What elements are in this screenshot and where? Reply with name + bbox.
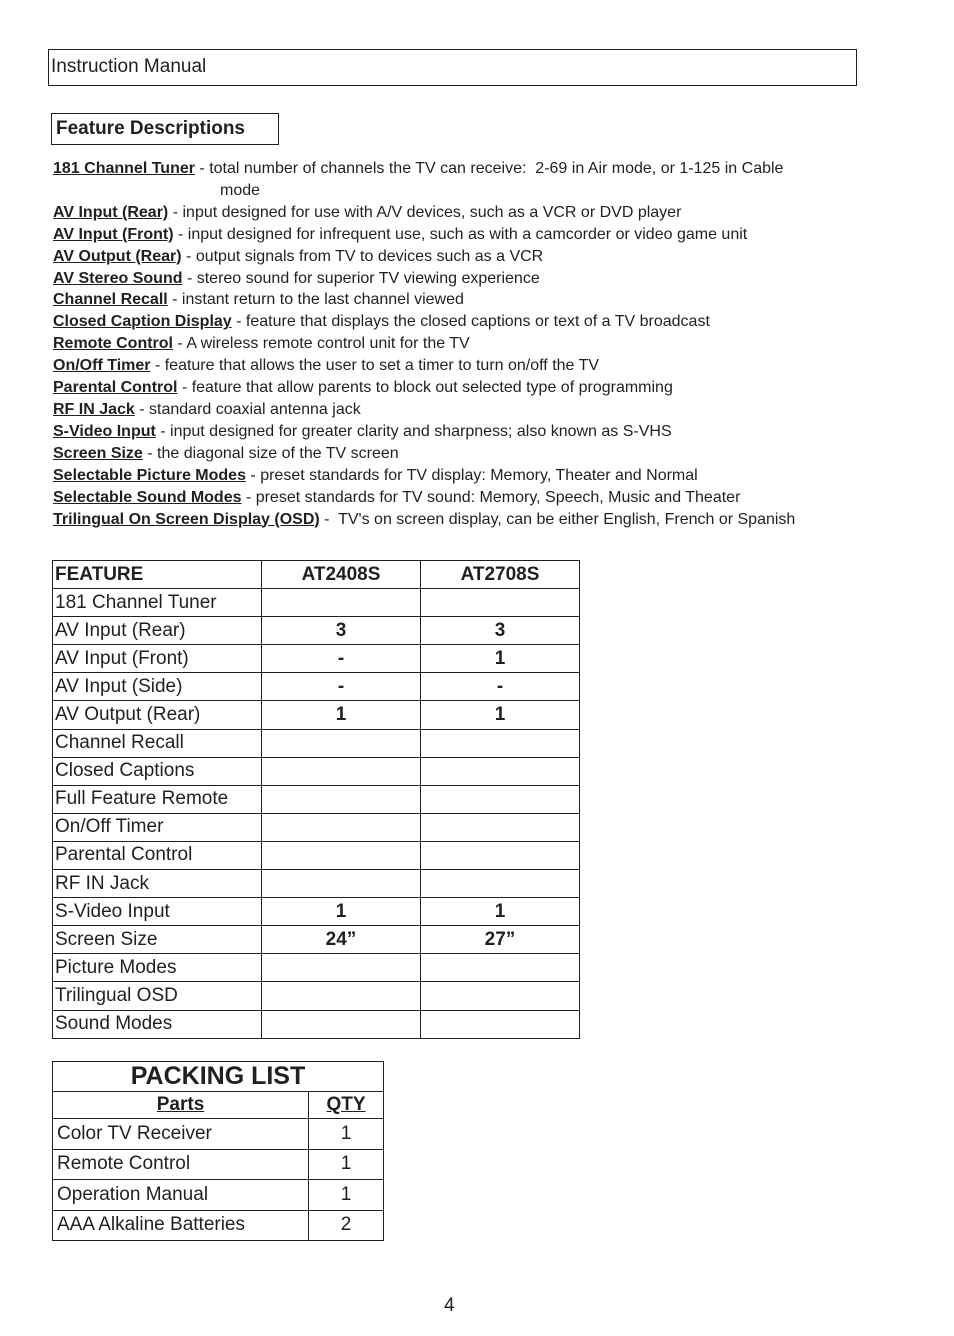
feature-item <box>53 443 853 465</box>
model-value-cell: 1 <box>421 701 580 729</box>
column-header: AT2408S <box>262 561 421 589</box>
table-header-row <box>53 561 580 589</box>
part-qty: 1 <box>309 1119 384 1150</box>
feature-term: Selectable Sound Modes <box>53 488 242 506</box>
feature-description: - feature that allow parents to block out selected type of programming <box>177 379 673 397</box>
feature-term: Trilingual On Screen Display (OSD) <box>53 510 320 528</box>
feature-term: Remote Control <box>53 335 173 353</box>
packing-list-title: PACKING LIST <box>53 1062 384 1092</box>
feature-item <box>53 202 853 224</box>
feature-item <box>53 333 853 355</box>
feature-name-cell: Full Feature Remote <box>53 785 262 813</box>
table-row <box>53 673 580 701</box>
model-value-cell: 3 <box>421 617 580 645</box>
packing-list-table <box>52 1061 384 1241</box>
packing-row <box>53 1149 384 1180</box>
feature-item <box>53 377 853 399</box>
feature-description: - preset standards for TV display: Memory, Theater and Normal <box>245 466 698 484</box>
feature-item <box>53 355 853 377</box>
table-row <box>53 954 580 982</box>
model-value-cell <box>262 785 421 813</box>
feature-name-cell: AV Input (Rear) <box>53 617 262 645</box>
feature-description: - instant return to the last channel viewed <box>167 291 464 309</box>
model-value-cell <box>421 1010 580 1038</box>
table-row <box>53 701 580 729</box>
part-name: Operation Manual <box>53 1180 309 1211</box>
parts-column-header: Parts <box>53 1092 309 1119</box>
feature-description: - input designed for greater clarity and sharpness; also known as S-VHS <box>155 422 672 440</box>
feature-description: - input designed for infrequent use, such as with a camcorder or video game unit <box>173 225 748 243</box>
model-value-cell: - <box>262 645 421 673</box>
feature-description: - standard coaxial antenna jack <box>134 400 361 418</box>
model-value-cell <box>262 813 421 841</box>
feature-description: - total number of channels the TV can receive: 2-69 in Air mode, or 1-125 in Cable <box>194 160 784 177</box>
qty-column-header: QTY <box>309 1092 384 1119</box>
column-header: FEATURE <box>53 561 262 589</box>
model-value-cell <box>262 982 421 1010</box>
model-value-cell <box>421 982 580 1010</box>
feature-item <box>53 289 853 311</box>
feature-name-cell: RF IN Jack <box>53 870 262 898</box>
table-row <box>53 982 580 1010</box>
feature-description: - the diagonal size of the TV screen <box>142 444 399 462</box>
feature-term: S-Video Input <box>53 422 156 440</box>
table-row <box>53 1010 580 1038</box>
feature-item <box>53 311 853 333</box>
model-value-cell: 1 <box>421 898 580 926</box>
table-row <box>53 589 580 617</box>
model-value-cell <box>262 757 421 785</box>
model-value-cell <box>262 729 421 757</box>
table-row <box>53 841 580 869</box>
model-value-cell: 24” <box>262 926 421 954</box>
feature-name-cell: Parental Control <box>53 841 262 869</box>
feature-item <box>53 399 853 421</box>
model-value-cell <box>262 1010 421 1038</box>
table-row <box>53 898 580 926</box>
feature-term: RF IN Jack <box>53 400 135 418</box>
table-row <box>53 645 580 673</box>
feature-term: Parental Control <box>53 379 178 397</box>
feature-description: - feature that displays the closed captions or text of a TV broadcast <box>231 313 710 331</box>
feature-item <box>53 268 853 290</box>
part-name: Color TV Receiver <box>53 1119 309 1150</box>
column-header: AT2708S <box>421 561 580 589</box>
model-value-cell <box>262 841 421 869</box>
feature-descriptions <box>53 158 853 530</box>
feature-term: 181 Channel Tuner <box>53 160 195 177</box>
packing-title-row <box>53 1062 384 1092</box>
table-row <box>53 870 580 898</box>
feature-term: AV Input (Rear) <box>53 203 169 221</box>
feature-term: On/Off Timer <box>53 357 151 375</box>
feature-name-cell: Screen Size <box>53 926 262 954</box>
feature-description: - feature that allows the user to set a timer to turn on/off the TV <box>150 357 600 375</box>
feature-item <box>53 509 853 531</box>
feature-description: - preset standards for TV sound: Memory, Speech, Music and Theater <box>241 488 741 506</box>
feature-description: - input designed for use with A/V devices, such as a VCR or DVD player <box>168 203 682 221</box>
feature-term: AV Output (Rear) <box>53 247 182 265</box>
feature-name-cell: Sound Modes <box>53 1010 262 1038</box>
feature-term: Selectable Picture Modes <box>53 466 246 484</box>
part-qty: 2 <box>309 1210 384 1241</box>
part-name: AAA Alkaline Batteries <box>53 1210 309 1241</box>
model-value-cell <box>421 757 580 785</box>
feature-item <box>53 465 853 487</box>
section-title-box <box>51 113 279 145</box>
feature-name-cell: AV Output (Rear) <box>53 701 262 729</box>
table-row <box>53 813 580 841</box>
model-value-cell <box>421 954 580 982</box>
feature-name-cell: 181 Channel Tuner <box>53 589 262 617</box>
feature-term: Channel Recall <box>53 291 168 309</box>
part-name: Remote Control <box>53 1149 309 1180</box>
table-row <box>53 617 580 645</box>
table-row <box>53 757 580 785</box>
model-value-cell <box>262 870 421 898</box>
model-value-cell: - <box>262 673 421 701</box>
model-value-cell: 3 <box>262 617 421 645</box>
feature-name-cell: S-Video Input <box>53 898 262 926</box>
feature-description-continued: mode <box>220 181 261 199</box>
feature-name-cell: Closed Captions <box>53 757 262 785</box>
feature-description: - stereo sound for superior TV viewing experience <box>182 269 540 287</box>
model-value-cell: 1 <box>262 898 421 926</box>
feature-description: - TV's on screen display, can be either English, French or Spanish <box>319 510 796 528</box>
section-title: Feature Descriptions <box>56 118 245 139</box>
table-row <box>53 926 580 954</box>
table-row <box>53 729 580 757</box>
model-value-cell: 1 <box>421 645 580 673</box>
model-value-cell <box>421 813 580 841</box>
model-value-cell <box>262 589 421 617</box>
feature-name-cell: Picture Modes <box>53 954 262 982</box>
part-qty: 1 <box>309 1149 384 1180</box>
model-value-cell: 27” <box>421 926 580 954</box>
table-row <box>53 785 580 813</box>
feature-table <box>52 560 580 1039</box>
feature-name-cell: AV Input (Side) <box>53 673 262 701</box>
feature-item <box>53 224 853 246</box>
feature-term: Screen Size <box>53 444 143 462</box>
part-qty: 1 <box>309 1180 384 1211</box>
feature-item <box>53 158 853 180</box>
model-value-cell: - <box>421 673 580 701</box>
page-header <box>48 49 857 86</box>
feature-item <box>53 421 853 443</box>
page-number: 4 <box>444 1295 455 1316</box>
packing-row <box>53 1180 384 1211</box>
feature-name-cell: Trilingual OSD <box>53 982 262 1010</box>
feature-description: - output signals from TV to devices such as a VCR <box>181 247 544 265</box>
model-value-cell <box>421 785 580 813</box>
model-value-cell <box>421 841 580 869</box>
feature-name-cell: Channel Recall <box>53 729 262 757</box>
feature-term: Closed Caption Display <box>53 313 232 331</box>
feature-name-cell: On/Off Timer <box>53 813 262 841</box>
model-value-cell: 1 <box>262 701 421 729</box>
feature-item <box>53 487 853 509</box>
packing-row <box>53 1119 384 1150</box>
model-value-cell <box>262 954 421 982</box>
model-value-cell <box>421 729 580 757</box>
feature-description: - A wireless remote control unit for the TV <box>173 335 470 353</box>
model-value-cell <box>421 870 580 898</box>
feature-term: AV Stereo Sound <box>53 269 183 287</box>
header-title: Instruction Manual <box>51 56 207 77</box>
packing-row <box>53 1210 384 1241</box>
packing-header-row <box>53 1092 384 1119</box>
feature-name-cell: AV Input (Front) <box>53 645 262 673</box>
feature-item <box>53 246 853 268</box>
model-value-cell <box>421 589 580 617</box>
feature-term: AV Input (Front) <box>53 225 174 243</box>
